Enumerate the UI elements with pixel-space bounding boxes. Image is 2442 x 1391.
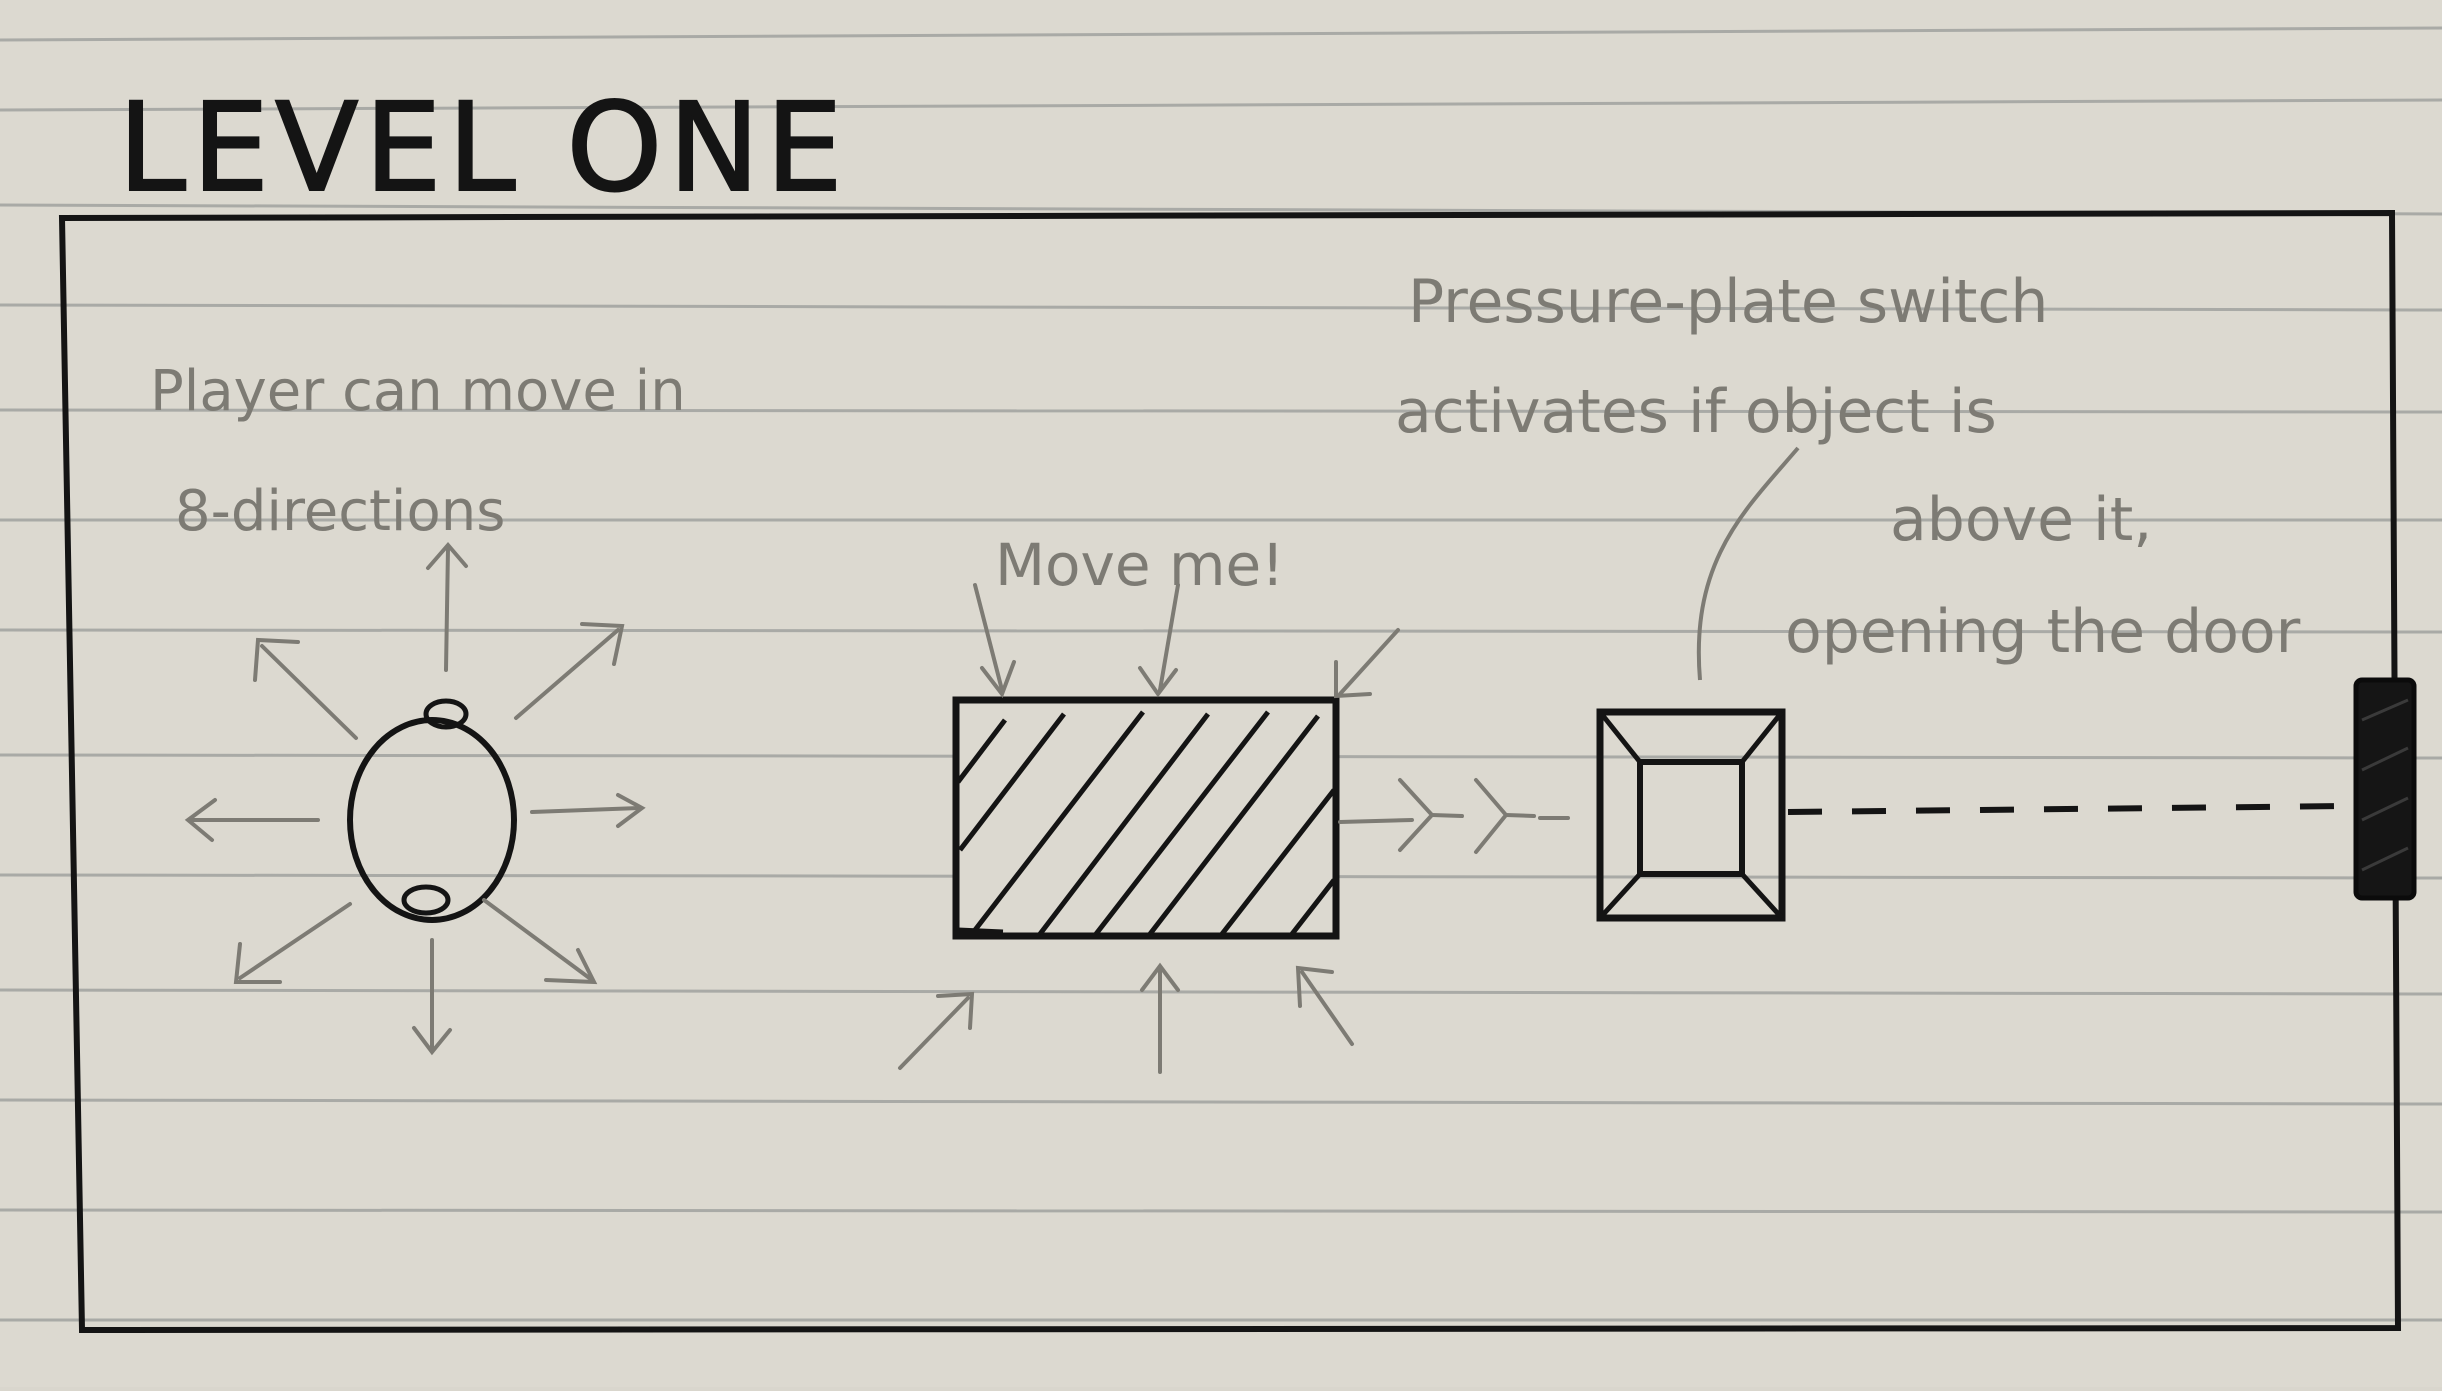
plate-note-line-1: Pressure-plate switch: [1408, 267, 2049, 337]
player-note-line-1: Player can move in: [150, 359, 686, 424]
block-note: Move me!: [995, 531, 1285, 599]
connector-dash: [1432, 815, 1462, 816]
plate-note-line-4: opening the door: [1785, 597, 2301, 667]
block-outline: [956, 700, 1336, 936]
plate-note-line-3: above it,: [1890, 485, 2153, 555]
plate-note-line-2: activates if object is: [1395, 377, 1997, 447]
movable-block: [956, 700, 1336, 936]
connector-dash: [1506, 815, 1534, 816]
level-title: LEVEL ONE: [118, 77, 849, 219]
connector-dash: [1340, 820, 1412, 822]
door-fill: [2356, 680, 2414, 898]
rule-line: [0, 1210, 2442, 1212]
player-note-line-2: 8-directions: [175, 479, 506, 544]
door: [2356, 680, 2414, 898]
